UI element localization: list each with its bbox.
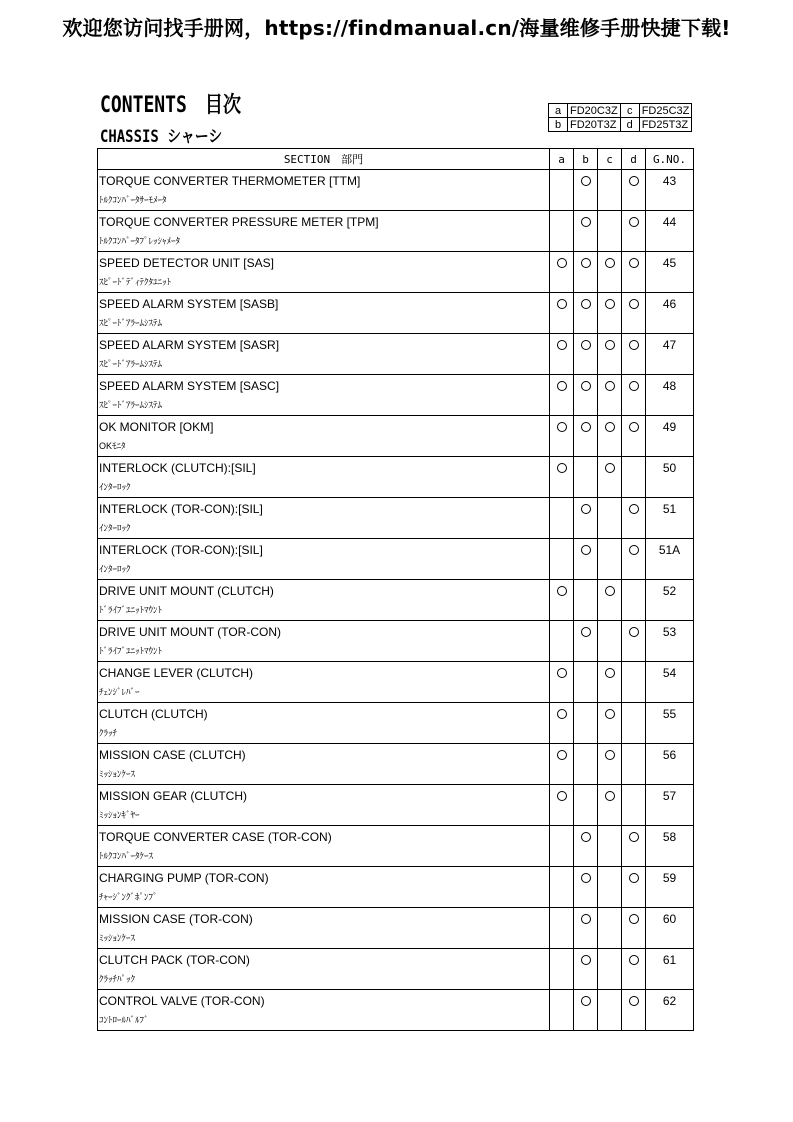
table-header-row	[98, 149, 694, 170]
table-row	[98, 457, 694, 498]
col-b-header: b	[574, 149, 598, 170]
circle-mark-icon	[629, 422, 639, 432]
section-cell	[98, 170, 550, 211]
applicability-d-cell	[622, 334, 646, 375]
section-name-en: TORQUE CONVERTER THERMOMETER [TTM]	[99, 174, 361, 188]
applicability-a-cell	[550, 498, 574, 539]
applicability-b-cell	[574, 744, 598, 785]
section-name-en: DRIVE UNIT MOUNT (CLUTCH)	[99, 584, 274, 598]
applicability-b-cell	[574, 498, 598, 539]
circle-mark-icon	[557, 340, 567, 350]
section-name-jp: ｺﾝﾄﾛｰﾙﾊﾞﾙﾌﾞ	[99, 1015, 149, 1025]
circle-mark-icon	[605, 381, 615, 391]
circle-mark-icon	[605, 750, 615, 760]
circle-mark-icon	[581, 217, 591, 227]
group-number: 47	[662, 338, 677, 352]
group-number: 51A	[658, 543, 681, 557]
applicability-a-cell	[550, 662, 574, 703]
applicability-a-cell	[550, 211, 574, 252]
circle-mark-icon	[629, 996, 639, 1006]
section-name-jp: ｲﾝﾀｰﾛｯｸ	[99, 564, 131, 574]
circle-mark-icon	[557, 422, 567, 432]
section-name-jp: ﾐｯｼｮﾝｹｰｽ	[99, 769, 136, 779]
section-cell	[98, 375, 550, 416]
group-number-cell	[646, 170, 694, 211]
applicability-b-cell	[574, 211, 598, 252]
applicability-c-cell	[598, 826, 622, 867]
applicability-c-cell	[598, 293, 622, 334]
page-title: CONTENTS 目次	[100, 93, 242, 118]
circle-mark-icon	[629, 340, 639, 350]
applicability-b-cell	[574, 334, 598, 375]
section-name-jp: ｸﾗｯﾁ	[99, 728, 118, 738]
section-name-en: INTERLOCK (CLUTCH):[SIL]	[99, 461, 256, 475]
applicability-a-cell	[550, 949, 574, 990]
group-number-cell	[646, 908, 694, 949]
applicability-b-cell	[574, 457, 598, 498]
table-row	[98, 539, 694, 580]
section-cell	[98, 785, 550, 826]
section-name-jp: ﾐｯｼｮﾝｹｰｽ	[99, 933, 136, 943]
applicability-d-cell	[622, 785, 646, 826]
circle-mark-icon	[557, 381, 567, 391]
circle-mark-icon	[629, 381, 639, 391]
applicability-b-cell	[574, 826, 598, 867]
circle-mark-icon	[557, 586, 567, 596]
circle-mark-icon	[581, 422, 591, 432]
model-legend-row	[549, 104, 692, 118]
section-cell	[98, 662, 550, 703]
section-name-en: TORQUE CONVERTER PRESSURE METER [TPM]	[99, 215, 379, 229]
applicability-a-cell	[550, 744, 574, 785]
section-name-en: MISSION CASE (TOR-CON)	[99, 912, 253, 926]
applicability-c-cell	[598, 703, 622, 744]
model-key: b	[549, 118, 568, 132]
group-number-cell	[646, 211, 694, 252]
applicability-c-cell	[598, 375, 622, 416]
section-header: SECTION 部門	[98, 149, 550, 170]
group-number-cell	[646, 498, 694, 539]
section-name-en: SPEED ALARM SYSTEM [SASR]	[99, 338, 280, 352]
applicability-d-cell	[622, 170, 646, 211]
applicability-a-cell	[550, 990, 574, 1031]
circle-mark-icon	[605, 340, 615, 350]
applicability-c-cell	[598, 457, 622, 498]
applicability-a-cell	[550, 580, 574, 621]
applicability-a-cell	[550, 826, 574, 867]
group-number-cell	[646, 703, 694, 744]
group-number: 44	[662, 215, 677, 229]
circle-mark-icon	[581, 832, 591, 842]
applicability-b-cell	[574, 785, 598, 826]
table-row	[98, 785, 694, 826]
section-name-en: DRIVE UNIT MOUNT (TOR-CON)	[99, 625, 281, 639]
applicability-b-cell	[574, 293, 598, 334]
applicability-d-cell	[622, 826, 646, 867]
section-cell	[98, 621, 550, 662]
circle-mark-icon	[581, 996, 591, 1006]
section-name-jp: ｽﾋﾟｰﾄﾞｱﾗｰﾑｼｽﾃﾑ	[99, 359, 163, 369]
applicability-b-cell	[574, 416, 598, 457]
section-cell	[98, 416, 550, 457]
circle-mark-icon	[629, 217, 639, 227]
applicability-b-cell	[574, 170, 598, 211]
page-subtitle: CHASSIS シャーシ	[100, 127, 223, 147]
table-row	[98, 252, 694, 293]
section-cell	[98, 580, 550, 621]
applicability-c-cell	[598, 170, 622, 211]
group-number: 59	[662, 871, 677, 885]
section-name-en: INTERLOCK (TOR-CON):[SIL]	[99, 502, 263, 516]
section-cell	[98, 990, 550, 1031]
section-cell	[98, 949, 550, 990]
applicability-b-cell	[574, 252, 598, 293]
applicability-d-cell	[622, 990, 646, 1031]
section-name-jp: ﾄﾞﾗｲﾌﾞﾕﾆｯﾄﾏｳﾝﾄ	[99, 646, 163, 656]
table-row	[98, 949, 694, 990]
group-number-cell	[646, 375, 694, 416]
model-key: d	[620, 118, 639, 132]
table-row	[98, 826, 694, 867]
circle-mark-icon	[605, 586, 615, 596]
circle-mark-icon	[581, 627, 591, 637]
applicability-c-cell	[598, 539, 622, 580]
table-row	[98, 416, 694, 457]
table-row	[98, 908, 694, 949]
applicability-a-cell	[550, 170, 574, 211]
group-number: 54	[662, 666, 677, 680]
group-number: 43	[662, 174, 677, 188]
section-cell	[98, 744, 550, 785]
group-number: 60	[662, 912, 677, 926]
applicability-d-cell	[622, 293, 646, 334]
applicability-c-cell	[598, 334, 622, 375]
section-name-en: MISSION GEAR (CLUTCH)	[99, 789, 248, 803]
section-name-jp: ﾁｬｰｼﾞﾝｸﾞﾎﾟﾝﾌﾟ	[99, 892, 158, 902]
table-row	[98, 867, 694, 908]
model-name: FD25C3Z	[639, 104, 692, 118]
circle-mark-icon	[557, 750, 567, 760]
applicability-d-cell	[622, 498, 646, 539]
applicability-c-cell	[598, 908, 622, 949]
section-cell	[98, 539, 550, 580]
table-row	[98, 662, 694, 703]
circle-mark-icon	[629, 258, 639, 268]
section-name-jp: ｽﾋﾟｰﾄﾞｱﾗｰﾑｼｽﾃﾑ	[99, 400, 163, 410]
circle-mark-icon	[605, 709, 615, 719]
group-number: 46	[662, 297, 677, 311]
group-number-cell	[646, 539, 694, 580]
circle-mark-icon	[581, 914, 591, 924]
col-d-header: d	[622, 149, 646, 170]
section-name-jp: ﾄﾙｸｺﾝﾊﾞｰﾀｻｰﾓﾒｰﾀ	[99, 195, 167, 205]
table-row	[98, 334, 694, 375]
applicability-d-cell	[622, 703, 646, 744]
applicability-a-cell	[550, 785, 574, 826]
section-cell	[98, 498, 550, 539]
applicability-a-cell	[550, 334, 574, 375]
col-a-header: a	[550, 149, 574, 170]
group-number: 58	[662, 830, 677, 844]
model-key: c	[620, 104, 639, 118]
applicability-c-cell	[598, 621, 622, 662]
section-name-jp: ｸﾗｯﾁﾊﾟｯｸ	[99, 974, 136, 984]
applicability-c-cell	[598, 211, 622, 252]
circle-mark-icon	[581, 504, 591, 514]
table-row	[98, 990, 694, 1031]
col-c-header: c	[598, 149, 622, 170]
model-name: FD20T3Z	[568, 118, 621, 132]
applicability-a-cell	[550, 375, 574, 416]
section-name-en: CLUTCH (CLUTCH)	[99, 707, 208, 721]
model-legend-row	[549, 118, 692, 132]
section-name-jp: ﾄﾙｸｺﾝﾊﾞｰﾀｹｰｽ	[99, 851, 154, 861]
applicability-a-cell	[550, 252, 574, 293]
gno-header: G.NO.	[646, 149, 694, 170]
model-name: FD25T3Z	[639, 118, 692, 132]
group-number-cell	[646, 580, 694, 621]
table-row	[98, 211, 694, 252]
section-name-jp: ﾁｪﾝｼﾞﾚﾊﾞｰ	[99, 687, 140, 697]
applicability-a-cell	[550, 703, 574, 744]
applicability-a-cell	[550, 867, 574, 908]
applicability-c-cell	[598, 744, 622, 785]
circle-mark-icon	[629, 955, 639, 965]
section-name-en: OK MONITOR [OKM]	[99, 420, 214, 434]
applicability-b-cell	[574, 990, 598, 1031]
group-number: 53	[662, 625, 677, 639]
group-number-cell	[646, 416, 694, 457]
section-cell	[98, 826, 550, 867]
section-cell	[98, 252, 550, 293]
circle-mark-icon	[557, 463, 567, 473]
applicability-d-cell	[622, 539, 646, 580]
section-name-jp: ｽﾋﾟｰﾄﾞｱﾗｰﾑｼｽﾃﾑ	[99, 318, 163, 328]
circle-mark-icon	[557, 668, 567, 678]
download-banner: 欢迎您访问找手册网，https://findmanual.cn/海量维修手册快捷下载!	[62, 16, 731, 40]
section-cell	[98, 908, 550, 949]
group-number: 50	[662, 461, 677, 475]
applicability-a-cell	[550, 908, 574, 949]
applicability-d-cell	[622, 457, 646, 498]
circle-mark-icon	[557, 791, 567, 801]
circle-mark-icon	[557, 709, 567, 719]
applicability-b-cell	[574, 621, 598, 662]
circle-mark-icon	[581, 955, 591, 965]
group-number: 61	[662, 953, 677, 967]
applicability-c-cell	[598, 867, 622, 908]
section-name-en: CHANGE LEVER (CLUTCH)	[99, 666, 254, 680]
group-number-cell	[646, 293, 694, 334]
table-row	[98, 375, 694, 416]
group-number: 51	[662, 502, 677, 516]
section-name-en: SPEED ALARM SYSTEM [SASC]	[99, 379, 280, 393]
section-name-en: SPEED ALARM SYSTEM [SASB]	[99, 297, 279, 311]
section-name-jp: OKﾓﾆﾀ	[99, 441, 126, 451]
applicability-d-cell	[622, 744, 646, 785]
applicability-c-cell	[598, 252, 622, 293]
circle-mark-icon	[581, 258, 591, 268]
applicability-b-cell	[574, 662, 598, 703]
model-name: FD20C3Z	[568, 104, 621, 118]
section-name-en: INTERLOCK (TOR-CON):[SIL]	[99, 543, 263, 557]
section-name-jp: ｲﾝﾀｰﾛｯｸ	[99, 482, 131, 492]
circle-mark-icon	[605, 463, 615, 473]
section-name-en: MISSION CASE (CLUTCH)	[99, 748, 246, 762]
group-number-cell	[646, 785, 694, 826]
contents-table	[97, 148, 694, 1031]
circle-mark-icon	[581, 176, 591, 186]
circle-mark-icon	[557, 258, 567, 268]
group-number: 45	[662, 256, 677, 270]
applicability-d-cell	[622, 416, 646, 457]
group-number-cell	[646, 867, 694, 908]
section-name-jp: ｲﾝﾀｰﾛｯｸ	[99, 523, 131, 533]
circle-mark-icon	[629, 176, 639, 186]
section-name-en: CHARGING PUMP (TOR-CON)	[99, 871, 269, 885]
group-number: 57	[662, 789, 677, 803]
circle-mark-icon	[605, 422, 615, 432]
section-cell	[98, 293, 550, 334]
applicability-a-cell	[550, 293, 574, 334]
table-row	[98, 498, 694, 539]
table-row	[98, 703, 694, 744]
group-number-cell	[646, 252, 694, 293]
circle-mark-icon	[605, 258, 615, 268]
section-name-en: SPEED DETECTOR UNIT [SAS]	[99, 256, 274, 270]
applicability-b-cell	[574, 539, 598, 580]
group-number-cell	[646, 457, 694, 498]
model-legend-table	[548, 103, 692, 132]
group-number-cell	[646, 990, 694, 1031]
model-key: a	[549, 104, 568, 118]
group-number: 55	[662, 707, 677, 721]
circle-mark-icon	[605, 668, 615, 678]
section-name-jp: ﾐｯｼｮﾝｷﾞﾔｰ	[99, 810, 140, 820]
applicability-c-cell	[598, 416, 622, 457]
applicability-a-cell	[550, 539, 574, 580]
applicability-d-cell	[622, 949, 646, 990]
applicability-b-cell	[574, 375, 598, 416]
circle-mark-icon	[581, 299, 591, 309]
circle-mark-icon	[581, 340, 591, 350]
group-number: 52	[662, 584, 677, 598]
applicability-b-cell	[574, 703, 598, 744]
table-row	[98, 580, 694, 621]
section-cell	[98, 334, 550, 375]
applicability-b-cell	[574, 867, 598, 908]
section-cell	[98, 457, 550, 498]
applicability-d-cell	[622, 908, 646, 949]
applicability-d-cell	[622, 252, 646, 293]
group-number-cell	[646, 949, 694, 990]
applicability-d-cell	[622, 211, 646, 252]
applicability-c-cell	[598, 662, 622, 703]
applicability-a-cell	[550, 457, 574, 498]
group-number: 49	[662, 420, 677, 434]
applicability-b-cell	[574, 580, 598, 621]
applicability-d-cell	[622, 375, 646, 416]
applicability-a-cell	[550, 621, 574, 662]
applicability-b-cell	[574, 949, 598, 990]
section-cell	[98, 703, 550, 744]
circle-mark-icon	[581, 545, 591, 555]
table-row	[98, 621, 694, 662]
circle-mark-icon	[629, 504, 639, 514]
circle-mark-icon	[629, 914, 639, 924]
table-row	[98, 744, 694, 785]
applicability-c-cell	[598, 949, 622, 990]
group-number: 48	[662, 379, 677, 393]
section-name-jp: ﾄﾙｸｺﾝﾊﾞｰﾀﾌﾟﾚｯｼｬﾒｰﾀ	[99, 236, 181, 246]
circle-mark-icon	[629, 873, 639, 883]
circle-mark-icon	[629, 832, 639, 842]
section-cell	[98, 867, 550, 908]
circle-mark-icon	[605, 299, 615, 309]
table-row	[98, 293, 694, 334]
section-name-en: TORQUE CONVERTER CASE (TOR-CON)	[99, 830, 332, 844]
applicability-c-cell	[598, 990, 622, 1031]
section-name-en: CLUTCH PACK (TOR-CON)	[99, 953, 250, 967]
applicability-d-cell	[622, 867, 646, 908]
table-row	[98, 170, 694, 211]
applicability-c-cell	[598, 580, 622, 621]
group-number: 62	[662, 994, 677, 1008]
group-number-cell	[646, 621, 694, 662]
applicability-c-cell	[598, 498, 622, 539]
applicability-d-cell	[622, 580, 646, 621]
applicability-d-cell	[622, 621, 646, 662]
group-number: 56	[662, 748, 677, 762]
circle-mark-icon	[629, 299, 639, 309]
group-number-cell	[646, 334, 694, 375]
group-number-cell	[646, 662, 694, 703]
circle-mark-icon	[557, 299, 567, 309]
section-name-jp: ｽﾋﾟｰﾄﾞﾃﾞｨﾃｸﾀﾕﾆｯﾄ	[99, 277, 172, 287]
circle-mark-icon	[581, 873, 591, 883]
group-number-cell	[646, 744, 694, 785]
group-number-cell	[646, 826, 694, 867]
applicability-b-cell	[574, 908, 598, 949]
circle-mark-icon	[629, 545, 639, 555]
section-name-en: CONTROL VALVE (TOR-CON)	[99, 994, 265, 1008]
applicability-c-cell	[598, 785, 622, 826]
circle-mark-icon	[581, 381, 591, 391]
circle-mark-icon	[605, 791, 615, 801]
applicability-a-cell	[550, 416, 574, 457]
applicability-d-cell	[622, 662, 646, 703]
circle-mark-icon	[629, 627, 639, 637]
section-name-jp: ﾄﾞﾗｲﾌﾞﾕﾆｯﾄﾏｳﾝﾄ	[99, 605, 163, 615]
section-cell	[98, 211, 550, 252]
